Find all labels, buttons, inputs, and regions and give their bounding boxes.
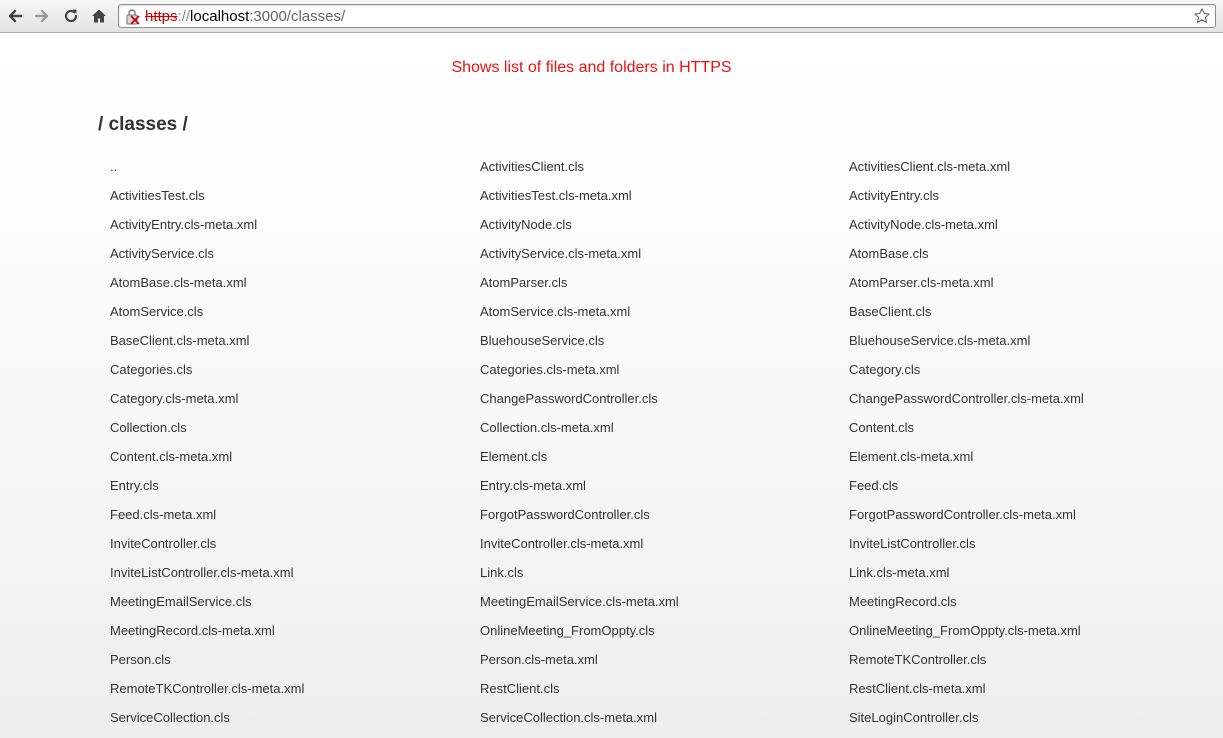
file-link[interactable]: RestClient.cls-meta.xml <box>849 681 986 696</box>
file-link[interactable]: BaseClient.cls <box>849 304 932 319</box>
file-link[interactable]: InviteController.cls-meta.xml <box>480 536 644 551</box>
file-link[interactable]: Link.cls-meta.xml <box>849 565 950 580</box>
file-link[interactable]: Content.cls-meta.xml <box>110 449 233 464</box>
file-link[interactable]: Content.cls <box>849 420 915 435</box>
file-link[interactable]: AtomService.cls-meta.xml <box>480 304 631 319</box>
file-link[interactable]: AtomBase.cls <box>849 246 929 261</box>
file-link[interactable]: .. <box>110 159 118 174</box>
file-link[interactable]: Link.cls <box>480 565 524 580</box>
file-link[interactable]: OnlineMeeting_FromOppty.cls-meta.xml <box>849 623 1081 638</box>
file-link[interactable]: MeetingRecord.cls <box>849 594 957 609</box>
file-link[interactable]: Collection.cls-meta.xml <box>480 420 614 435</box>
file-link[interactable]: Element.cls-meta.xml <box>849 449 974 464</box>
file-link[interactable]: ActivityNode.cls-meta.xml <box>849 217 998 232</box>
url-separator: :// <box>177 8 191 25</box>
file-link[interactable]: Feed.cls <box>849 478 899 493</box>
file-link[interactable]: OnlineMeeting_FromOppty.cls <box>480 623 655 638</box>
file-link[interactable]: RestClient.cls <box>480 681 560 696</box>
address-bar[interactable] <box>118 4 1216 28</box>
page-banner: Shows list of files and folders in HTTPS <box>451 59 732 76</box>
file-link[interactable]: ActivitiesClient.cls-meta.xml <box>849 159 1011 174</box>
file-link[interactable]: ActivityEntry.cls-meta.xml <box>110 217 258 232</box>
file-link[interactable]: ChangePasswordController.cls-meta.xml <box>849 391 1084 406</box>
file-link[interactable]: AtomParser.cls <box>480 275 568 290</box>
file-link[interactable]: ActivitiesTest.cls-meta.xml <box>480 188 632 203</box>
file-link[interactable]: RemoteTKController.cls-meta.xml <box>110 681 305 696</box>
file-link[interactable]: ActivityService.cls <box>110 246 215 261</box>
insecure-lock-icon <box>126 9 140 25</box>
file-link[interactable]: Categories.cls <box>110 362 193 377</box>
file-link[interactable]: Element.cls <box>480 449 548 464</box>
reload-icon <box>63 8 79 24</box>
file-link[interactable]: AtomParser.cls-meta.xml <box>849 275 994 290</box>
bookmark-star-icon[interactable] <box>1193 7 1211 25</box>
file-link[interactable]: ActivitiesClient.cls <box>480 159 585 174</box>
file-link[interactable]: InviteController.cls <box>110 536 217 551</box>
file-link[interactable]: Entry.cls <box>110 478 159 493</box>
file-link[interactable]: BaseClient.cls-meta.xml <box>110 333 250 348</box>
file-link[interactable]: Category.cls-meta.xml <box>110 391 239 406</box>
file-link[interactable]: ServiceCollection.cls <box>110 710 230 725</box>
forward-button[interactable] <box>31 5 53 27</box>
file-link[interactable]: Person.cls <box>110 652 171 667</box>
file-link[interactable]: ActivityService.cls-meta.xml <box>480 246 642 261</box>
file-link[interactable]: Feed.cls-meta.xml <box>110 507 217 522</box>
page-title: / classes / <box>98 114 188 135</box>
file-link[interactable]: Person.cls-meta.xml <box>480 652 598 667</box>
file-link[interactable]: InviteListController.cls <box>849 536 976 551</box>
file-link[interactable]: Category.cls <box>849 362 921 377</box>
file-link[interactable]: RemoteTKController.cls <box>849 652 987 667</box>
file-link[interactable]: Categories.cls-meta.xml <box>480 362 620 377</box>
back-button[interactable] <box>4 5 26 27</box>
file-link[interactable]: ForgotPasswordController.cls-meta.xml <box>849 507 1076 522</box>
file-link[interactable]: BluehouseService.cls <box>480 333 605 348</box>
url-path: :3000/classes/ <box>249 8 346 25</box>
home-icon <box>91 8 107 24</box>
file-link[interactable]: ServiceCollection.cls-meta.xml <box>480 710 657 725</box>
file-link[interactable]: ActivityEntry.cls <box>849 188 940 203</box>
back-arrow-icon <box>7 8 23 24</box>
url-text <box>145 9 345 25</box>
file-link[interactable]: AtomService.cls <box>110 304 204 319</box>
file-link[interactable]: Collection.cls <box>110 420 187 435</box>
url-scheme: https <box>145 8 178 25</box>
file-link[interactable]: BluehouseService.cls-meta.xml <box>849 333 1031 348</box>
file-link[interactable]: InviteListController.cls-meta.xml <box>110 565 294 580</box>
file-link[interactable]: Entry.cls-meta.xml <box>480 478 586 493</box>
file-link[interactable]: ForgotPasswordController.cls <box>480 507 650 522</box>
file-link[interactable]: ActivityNode.cls <box>480 217 572 232</box>
forward-arrow-icon <box>34 8 50 24</box>
file-link[interactable]: MeetingRecord.cls-meta.xml <box>110 623 275 638</box>
file-link[interactable]: AtomBase.cls-meta.xml <box>110 275 247 290</box>
browser-toolbar <box>0 0 1223 33</box>
file-link[interactable]: SiteLoginController.cls <box>849 710 979 725</box>
reload-button[interactable] <box>60 5 82 27</box>
file-link[interactable]: ActivitiesTest.cls <box>110 188 205 203</box>
file-link[interactable]: MeetingEmailService.cls <box>110 594 252 609</box>
file-link[interactable]: ChangePasswordController.cls <box>480 391 658 406</box>
home-button[interactable] <box>88 5 110 27</box>
url-host: localhost <box>190 8 250 25</box>
file-link[interactable]: MeetingEmailService.cls-meta.xml <box>480 594 679 609</box>
